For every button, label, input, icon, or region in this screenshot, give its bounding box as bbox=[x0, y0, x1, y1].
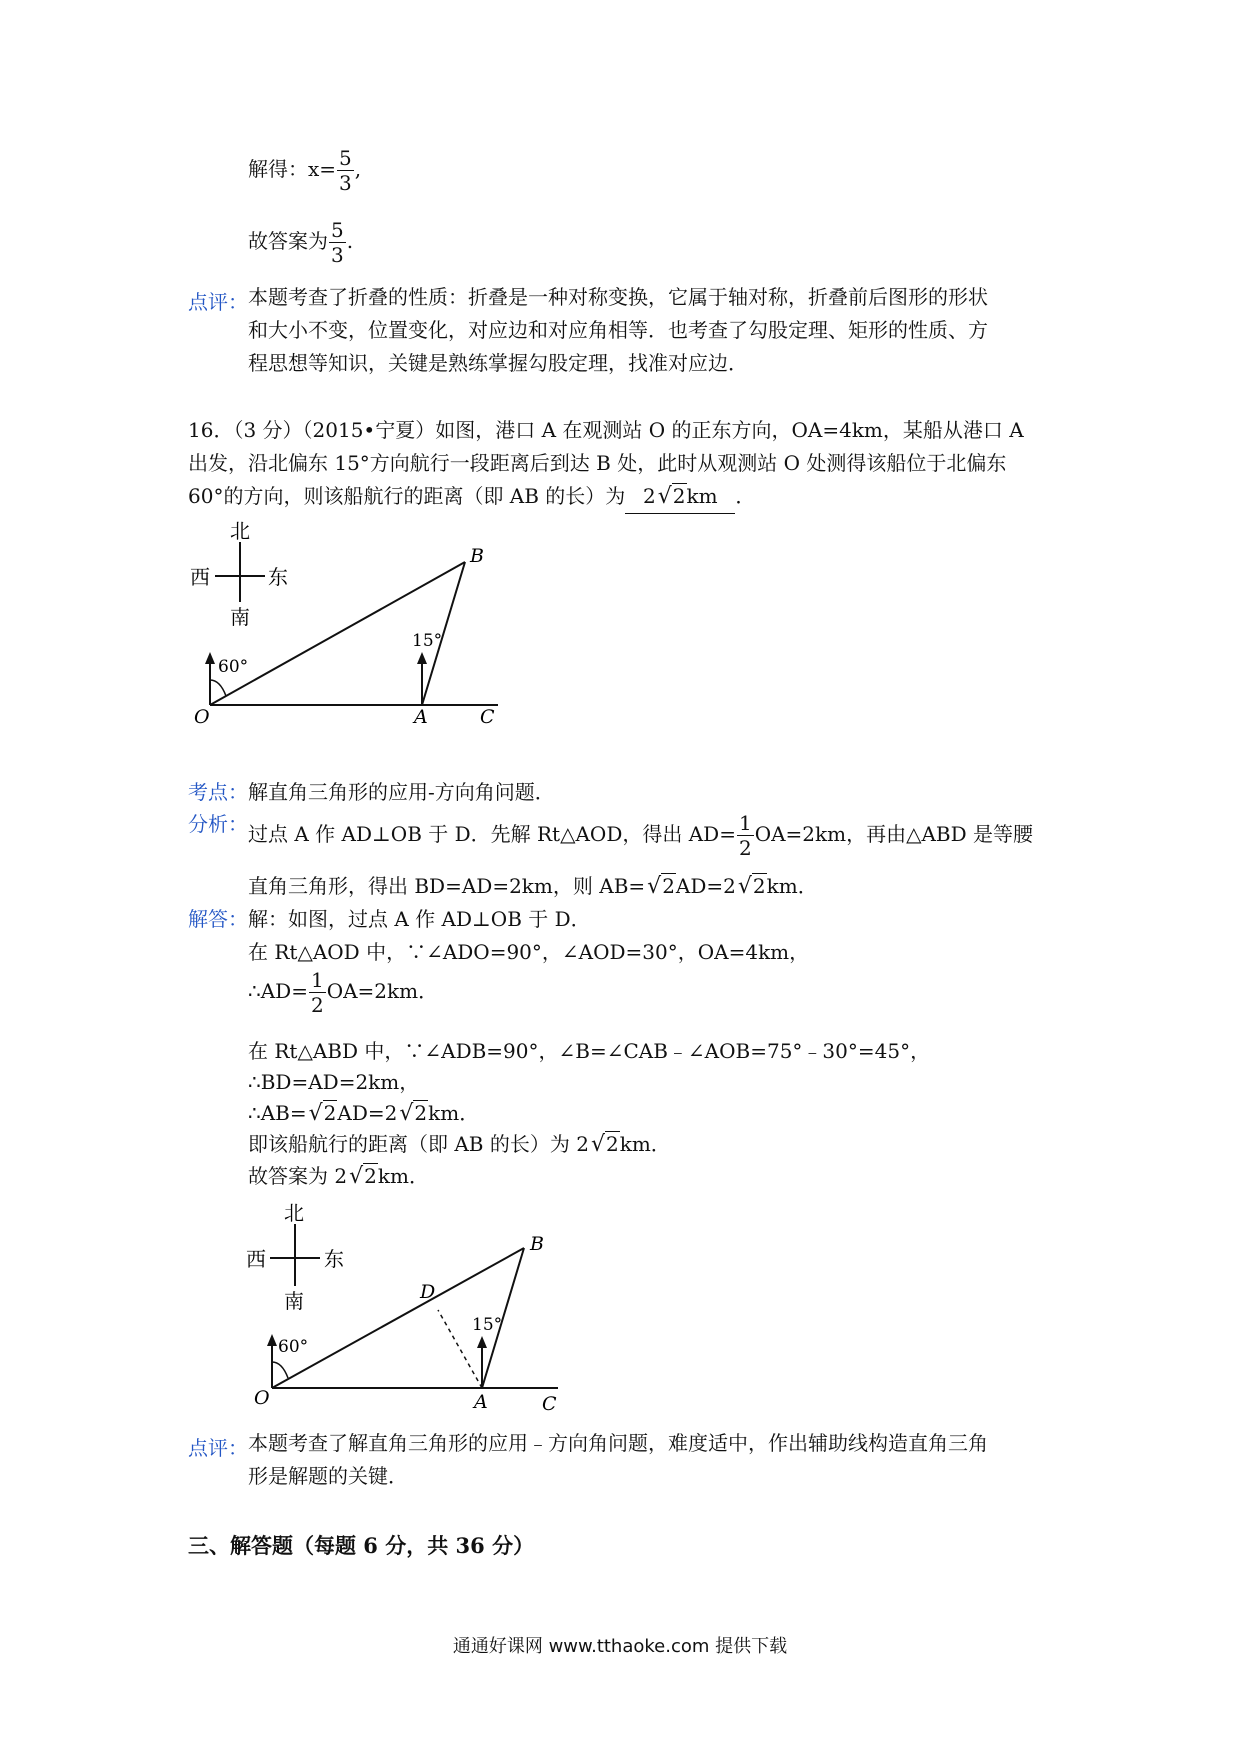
review-line: 和大小不变，位置变化，对应边和对应角相等．也考查了勾股定理、矩形的性质、方 bbox=[248, 318, 988, 342]
stem-last-prefix: 60°的方向，则该船航行的距离（即 AB 的长）为 bbox=[188, 484, 626, 508]
fenxi-text: OA=2km，再由△ABD 是等腰 bbox=[754, 822, 1034, 846]
jieda-line-8 bbox=[248, 1160, 429, 1189]
kaodian-row bbox=[188, 776, 555, 805]
answer-prefix: 故答案为 bbox=[248, 229, 328, 253]
fraction-numerator: 5 bbox=[331, 218, 344, 242]
fenxi-line-1 bbox=[248, 813, 1033, 858]
jieda-text: km． bbox=[619, 1132, 671, 1156]
label-a: A bbox=[414, 706, 428, 728]
answer-suffix: . bbox=[346, 229, 354, 253]
label-b: B bbox=[530, 1233, 544, 1255]
angle-15: 15° bbox=[412, 631, 443, 651]
radicand: 2 bbox=[323, 1101, 337, 1125]
jieda-text: 故答案为 2 bbox=[248, 1164, 348, 1188]
section-title: 三、解答题（每题 6 分，共 36 分） bbox=[188, 1533, 535, 1558]
angle-60: 60° bbox=[278, 1337, 309, 1357]
fenxi-text: 过点 A 作 AD⊥OB 于 D．先解 Rt△AOD，得出 AD= bbox=[248, 822, 736, 846]
angle-15: 15° bbox=[472, 1315, 503, 1335]
review-line: 本题考查了折叠的性质：折叠是一种对称变换，它属于轴对称，折叠前后图形的形状 bbox=[248, 285, 988, 309]
jieda-line-7 bbox=[248, 1128, 671, 1157]
sqrt: √2 bbox=[657, 484, 686, 509]
jieda-label: 解答： bbox=[188, 907, 248, 931]
solve-line bbox=[248, 148, 361, 193]
fraction-denominator: 2 bbox=[310, 993, 324, 1017]
fraction-denominator: 3 bbox=[331, 243, 344, 267]
label-c: C bbox=[542, 1393, 557, 1415]
jieda-line-2: 在 Rt△AOD 中，∵∠ADO=90°，∠AOD=30°，OA=4km， bbox=[248, 940, 810, 964]
label-a: A bbox=[474, 1391, 488, 1413]
fenxi-text: km． bbox=[766, 874, 818, 898]
answer-line bbox=[248, 220, 353, 265]
sqrt: √2 bbox=[308, 1101, 337, 1126]
review-line: 形是解题的关键． bbox=[248, 1464, 408, 1488]
radicand: 2 bbox=[752, 874, 766, 898]
sqrt: √2 bbox=[737, 874, 766, 899]
review-line: 本题考查了解直角三角形的应用﹣方向角问题，难度适中，作出辅助线构造直角三角 bbox=[248, 1431, 988, 1455]
sqrt: √2 bbox=[399, 1101, 428, 1126]
review-line: 程思想等知识，关键是熟练掌握勾股定理，找准对应边． bbox=[248, 351, 748, 375]
radicand: 2 bbox=[672, 484, 686, 508]
jieda-text: OA=2km． bbox=[326, 979, 439, 1003]
solve-fraction bbox=[337, 148, 354, 193]
sqrt: √2 bbox=[647, 874, 675, 899]
review-label: 点评： bbox=[188, 290, 248, 314]
figure-1 bbox=[180, 520, 520, 730]
solve-prefix: 解得：x= bbox=[248, 157, 337, 181]
stem-line: 出发，沿北偏东 15°方向航行一段距离后到达 B 处，此时从观测站 O 处测得该船位于北偏东 bbox=[188, 451, 1007, 475]
compass-south: 南 bbox=[230, 605, 250, 629]
figure-2 bbox=[240, 1200, 580, 1415]
compass-north: 北 bbox=[284, 1201, 304, 1225]
sqrt: √2 bbox=[349, 1164, 377, 1189]
answer-blank bbox=[625, 480, 735, 514]
fenxi-line-2 bbox=[248, 870, 818, 899]
footer: 通通好课网 www.tthaoke.com 提供下载 bbox=[452, 1636, 788, 1657]
fraction-denominator: 2 bbox=[738, 836, 752, 860]
jieda-text: ∴AB= bbox=[248, 1101, 307, 1125]
compass-north: 北 bbox=[230, 520, 250, 543]
review-text bbox=[248, 281, 988, 380]
jieda-line-5: ∴BD=AD=2km， bbox=[248, 1070, 420, 1094]
review-text bbox=[248, 1427, 988, 1493]
jieda-line-1: 解：如图，过点 A 作 AD⊥OB 于 D． bbox=[248, 907, 591, 931]
kaodian-text: 解直角三角形的应用-方向角问题． bbox=[248, 780, 555, 804]
label-o: O bbox=[254, 1387, 270, 1409]
jieda-text: ∴AD= bbox=[248, 979, 308, 1003]
answer-unit: km bbox=[686, 484, 718, 508]
sqrt: √2 bbox=[590, 1132, 619, 1157]
jieda-text: km． bbox=[428, 1101, 480, 1125]
review-label: 点评： bbox=[188, 1436, 248, 1460]
label-o: O bbox=[194, 706, 210, 728]
angle-60: 60° bbox=[218, 657, 249, 677]
fenxi-text: AD=2 bbox=[675, 874, 736, 898]
jieda-text: AD=2 bbox=[337, 1101, 398, 1125]
radicand: 2 bbox=[414, 1101, 428, 1125]
stem-line: 16．（3 分）（2015•宁夏）如图，港口 A 在观测站 O 的正东方向，OA=4km，某船从港口 A bbox=[188, 418, 1024, 442]
compass-south: 南 bbox=[284, 1289, 304, 1313]
stem-last-suffix: ． bbox=[735, 484, 756, 508]
stem-line bbox=[188, 480, 1024, 514]
jieda-line-3 bbox=[248, 970, 438, 1015]
q16-stem bbox=[188, 414, 1024, 514]
jieda-line-4: 在 Rt△ABD 中，∵∠ADB=90°，∠B=∠CAB﹣∠AOB=75°﹣30°=45°， bbox=[248, 1039, 931, 1063]
solve-suffix: , bbox=[354, 157, 362, 181]
compass-east: 东 bbox=[268, 565, 288, 589]
label-c: C bbox=[480, 706, 495, 728]
radicand: 2 bbox=[605, 1132, 619, 1156]
radicand: 2 bbox=[364, 1164, 377, 1188]
answer-fraction bbox=[329, 220, 346, 265]
jieda-text: km． bbox=[377, 1164, 429, 1188]
jieda-fraction bbox=[309, 970, 326, 1015]
jieda-line-6 bbox=[248, 1097, 479, 1126]
label-b: B bbox=[470, 545, 484, 567]
kaodian-label: 考点： bbox=[188, 780, 248, 804]
fenxi-label: 分析： bbox=[188, 812, 248, 836]
compass-east: 东 bbox=[324, 1247, 344, 1271]
fenxi-text: 直角三角形，得出 BD=AD=2km，则 AB= bbox=[248, 874, 646, 898]
fraction-numerator: 5 bbox=[339, 146, 352, 170]
fraction-numerator: 1 bbox=[310, 968, 324, 992]
fraction-numerator: 1 bbox=[738, 811, 752, 835]
compass-west: 西 bbox=[246, 1247, 266, 1271]
radicand: 2 bbox=[662, 874, 675, 898]
label-d: D bbox=[420, 1281, 436, 1303]
compass-west: 西 bbox=[190, 565, 210, 589]
jieda-text: 即该船航行的距离（即 AB 的长）为 2 bbox=[248, 1132, 589, 1156]
fenxi-fraction bbox=[737, 813, 754, 858]
answer-coef: 2 bbox=[643, 484, 656, 508]
fraction-denominator: 3 bbox=[339, 171, 352, 195]
